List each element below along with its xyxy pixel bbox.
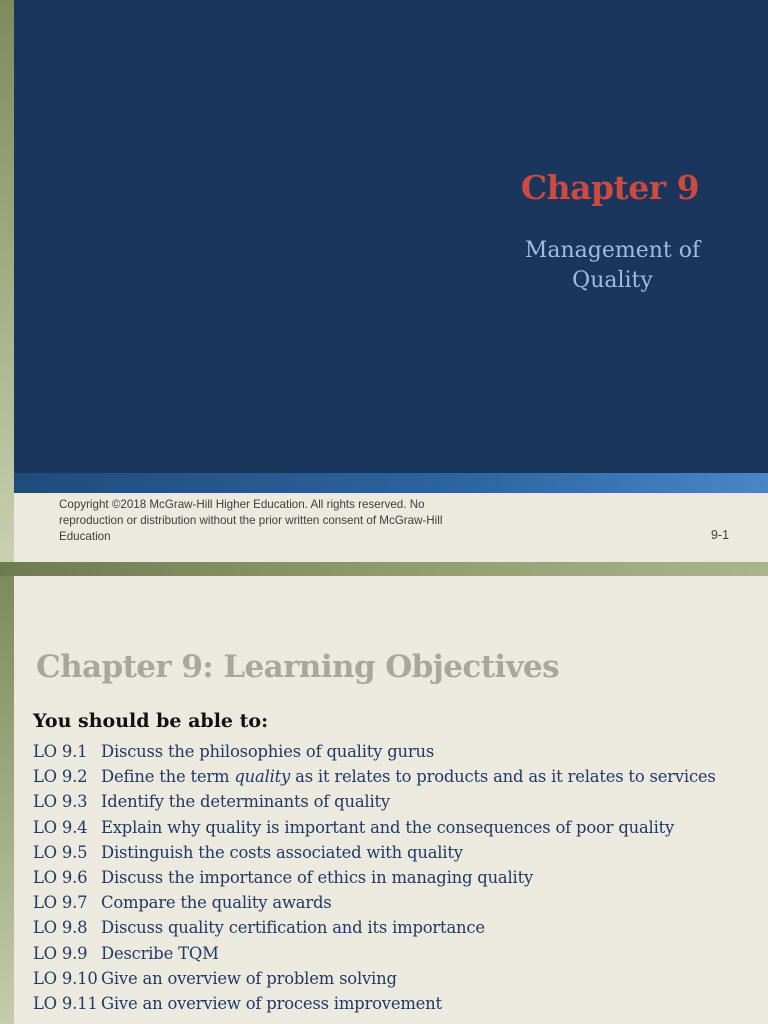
copyright-notice [59,497,499,545]
blue-accent-stripe [14,473,768,493]
objective-emphasis: quality [234,767,291,787]
list-item [33,865,763,890]
list-item [33,789,763,814]
list-item [33,764,763,789]
list-item [33,941,763,966]
objective-code: LO 9.10 [33,968,98,988]
objectives-list [33,739,763,1016]
learning-objectives-slide [0,576,768,1024]
objective-code: LO 9.3 [33,792,88,812]
objective-text: Explain why quality is important and the consequences of poor quality [101,817,675,837]
objective-text: Discuss the philosophies of quality gurus [101,742,435,761]
objective-text: Identify the determinants of quality [101,792,390,812]
list-item [33,840,763,865]
objectives-intro: You should be able to: [33,710,269,732]
copyright-line-3: Education [59,530,111,543]
list-item [33,739,763,764]
objective-code: LO 9.6 [33,867,88,887]
objective-text [101,767,716,786]
objective-code: LO 9.5 [33,842,88,862]
objective-text: Give an overview of problem solving [101,968,397,988]
objective-text: Give an overview of process improvement [101,993,442,1013]
slide-left-accent-bar [0,576,14,1024]
objective-code: LO 9.11 [33,993,98,1013]
list-item [33,915,763,940]
objective-text-part: as it relates to products and as it relates to services [290,767,716,787]
objective-code: LO 9.8 [33,918,88,938]
slide-left-accent-bar [0,0,14,562]
list-item [33,991,763,1016]
objective-text: Discuss quality certification and its importance [101,918,485,938]
slide-divider [0,562,768,576]
list-item [33,815,763,840]
objective-text: Discuss the importance of ethics in managing quality [101,867,534,887]
slide-page-number: 9-1 [710,528,730,542]
objective-text: Distinguish the costs associated with quality [101,842,463,862]
objective-code: LO 9.4 [33,817,88,837]
objective-code: LO 9.1 [33,742,88,761]
objective-text-part: Define the term [101,767,235,787]
objective-text: Describe TQM [101,943,219,963]
copyright-line-1: Copyright ©2018 McGraw-Hill Higher Education. All rights reserved. No [59,498,425,511]
subtitle-line-2: Quality [572,268,653,293]
chapter-title: Chapter 9 [520,168,700,207]
slide-title: Chapter 9: Learning Objectives [36,649,559,685]
objective-code: LO 9.9 [33,943,88,963]
objective-text: Compare the quality awards [101,893,332,913]
subtitle-line-1: Management of [524,238,701,263]
objective-code: LO 9.7 [33,893,88,913]
copyright-line-2: reproduction or distribution without the prior written consent of McGraw-Hill [59,514,443,527]
list-item [33,966,763,991]
list-item [33,890,763,915]
objective-code: LO 9.2 [33,767,88,787]
chapter-subtitle [470,236,755,296]
